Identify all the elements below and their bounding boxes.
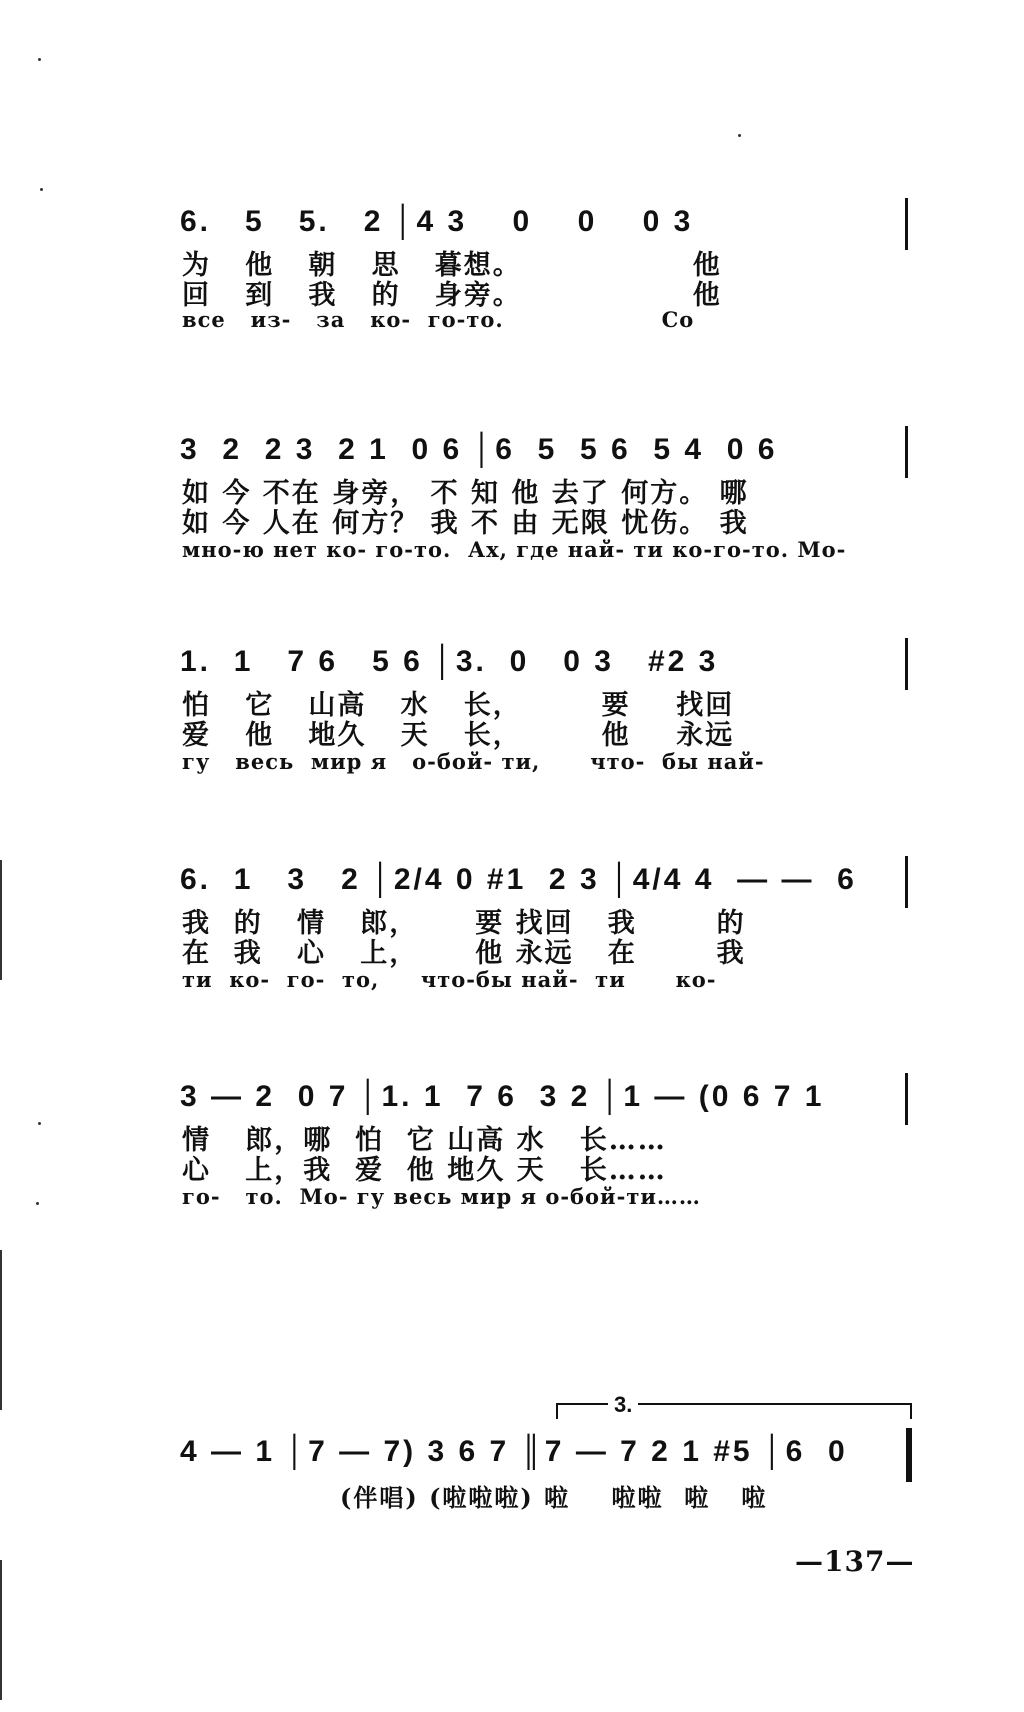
barline [905, 1073, 908, 1125]
lyric-zh-4a: 我 的 情 郎， 要 找回 我 的 [182, 908, 746, 939]
lyric-ru-2: мно-ю нет ко- го-то. Ах, где най- ти ко-го-то. Мо- [182, 537, 847, 562]
page-number: —137— [795, 1545, 915, 1578]
scan-speck [36, 1202, 39, 1205]
lyric-zh-6: (伴唱) (啦啦啦) 啦 啦啦 啦 啦 [340, 1483, 768, 1512]
lyric-zh-1a: 为 他 朝 思 暮想。 他 [182, 250, 722, 281]
lyric-ru-4: ти ко- го- то, что-бы най- ти ко- [182, 967, 717, 992]
barline [905, 426, 908, 478]
tuplet-number: 3. [608, 1392, 638, 1418]
scan-edge-line [0, 1250, 2, 1410]
barline [905, 856, 908, 908]
notation-line-2: 3 2 2 3 2 1 0 6 │6 5 5 6 5 4 0 6 [180, 433, 778, 466]
lyric-zh-2b: 如 今 人在 何方？ 我 不 由 无限 忧伤。 我 [182, 508, 749, 539]
scan-edge-line [0, 1560, 2, 1700]
notation-line-5: 3 — 2 0 7 │1. 1 7 6 3 2 │1 — (0 6 7 1 [180, 1080, 825, 1113]
scan-edge-line [0, 860, 2, 980]
notation-line-1: 6. 5 5. 2 │4 3 0 0 0 3 [180, 205, 694, 238]
lyric-zh-3a: 怕 它 山高 水 长， 要 找回 [182, 690, 735, 721]
notation-line-4: 6. 1 3 2 │2/4 0 #1 2 3 │4/4 4 — — 6 [180, 863, 857, 896]
lyric-zh-5b: 心 上，我 爱 他 地久 天 长…… [182, 1155, 667, 1186]
lyric-ru-3: гу весь мир я о-бой- ти, что- бы най- [182, 749, 765, 774]
lyric-zh-2a: 如 今 不在 身旁， 不 知 他 去了 何方。 哪 [182, 478, 749, 509]
scan-speck [38, 58, 41, 61]
barline [905, 198, 908, 250]
scan-speck [40, 188, 43, 191]
lyric-zh-3b: 爱 他 地久 天 长， 他 永远 [182, 720, 735, 751]
lyric-zh-1b: 回 到 我 的 身旁。 他 [182, 280, 722, 311]
notation-line-6: 4 — 1 │7 — 7) 3 6 7 ║7 — 7 2 1 #5 │6 0 [180, 1435, 848, 1468]
lyric-ru-5: го- то. Мо- гу весь мир я о-бой-ти…… [182, 1184, 701, 1209]
notation-line-3: 1. 1 7 6 5 6 │3. 0 0 3 #2 3 [180, 645, 719, 678]
scan-speck [38, 1122, 41, 1125]
final-barline [906, 1428, 912, 1482]
lyric-ru-1: все из- за ко- го-то. Со [182, 307, 695, 332]
scan-speck [738, 134, 741, 137]
lyric-zh-4b: 在 我 心 上， 他 永远 在 我 [182, 938, 746, 969]
lyric-zh-5a: 情 郎，哪 怕 它 山高 水 长…… [182, 1125, 667, 1156]
barline [905, 638, 908, 690]
